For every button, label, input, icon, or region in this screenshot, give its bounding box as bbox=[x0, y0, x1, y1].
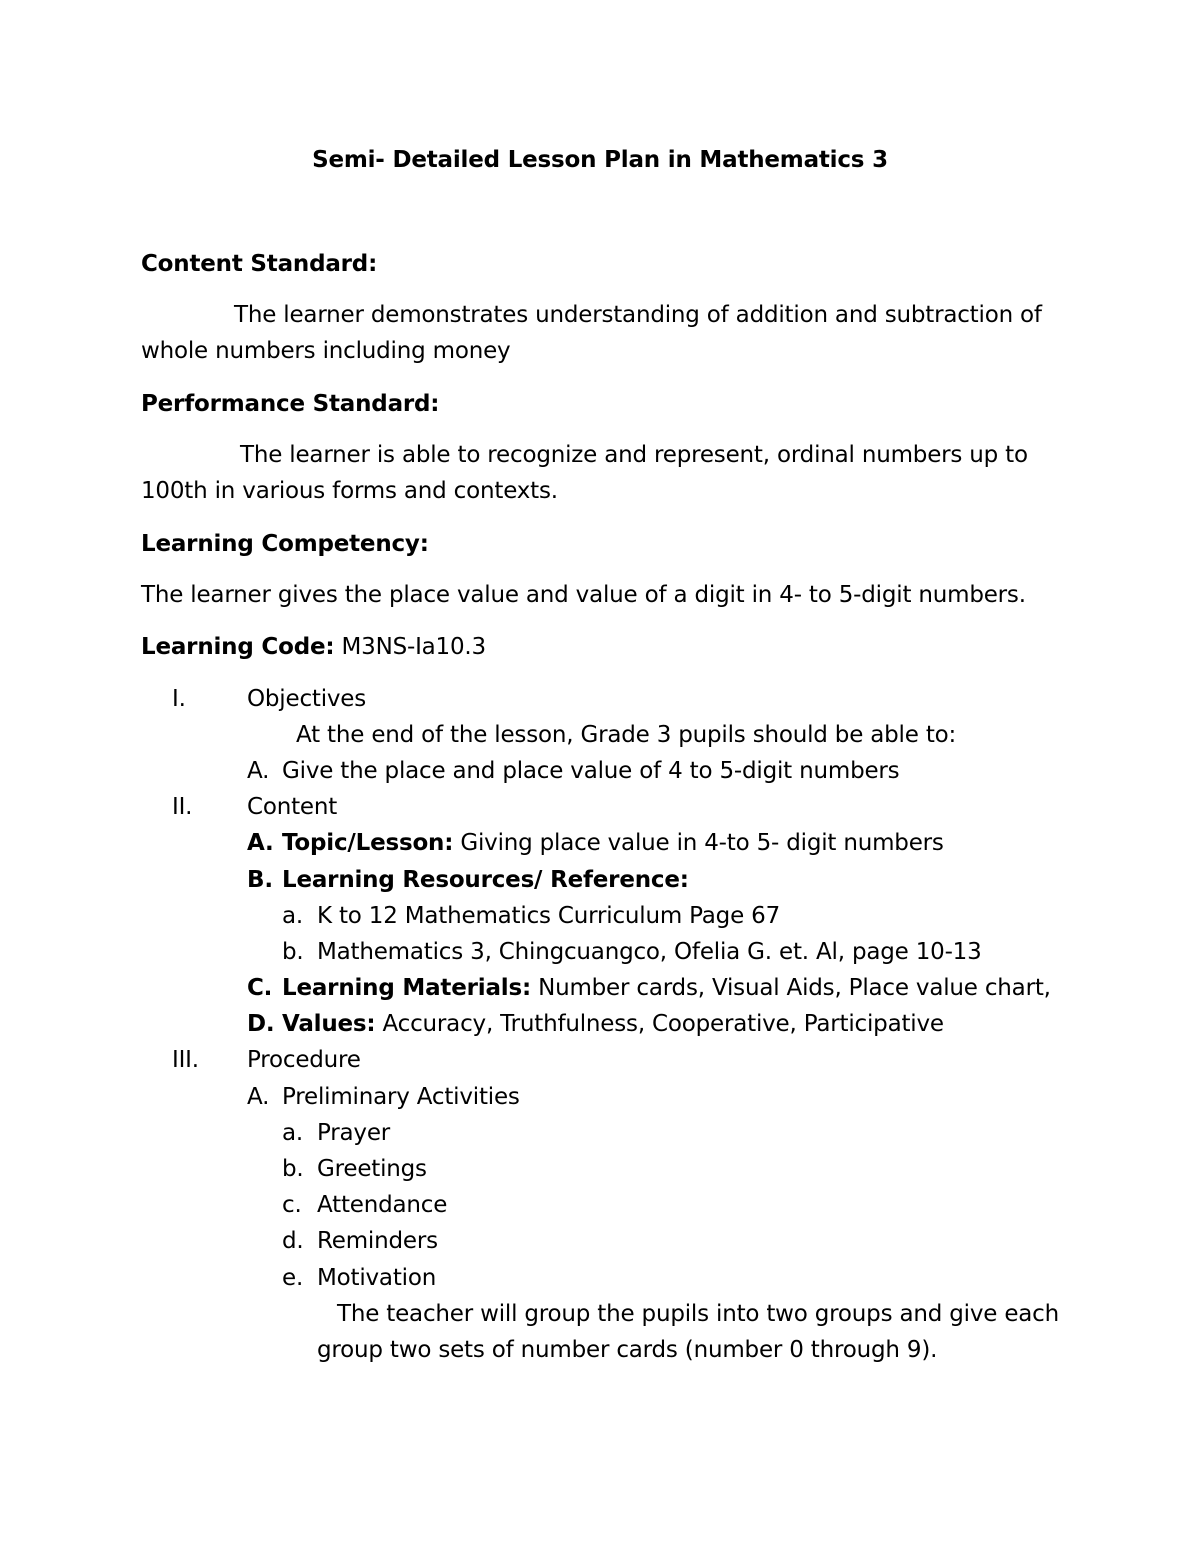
learning-materials-text: Number cards, Visual Aids, Place value chart, bbox=[530, 975, 1051, 1001]
resource-a: K to 12 Mathematics Curriculum Page 67 bbox=[317, 903, 781, 929]
list-item: Greetings bbox=[317, 1156, 427, 1182]
content-topic-lesson bbox=[282, 828, 944, 858]
learning-code-label: Learning Code: bbox=[141, 634, 335, 660]
content-learning-materials bbox=[282, 973, 1051, 1003]
content-b-marker: B. bbox=[247, 867, 273, 893]
objectives-item-a: Give the place and place value of 4 to 5-digit numbers bbox=[282, 758, 900, 784]
learning-materials-label: Learning Materials: bbox=[282, 975, 531, 1001]
learning-competency-text: The learner gives the place value and value of a digit in 4- to 5-digit numbers. bbox=[141, 582, 1026, 608]
resource-b-marker: b. bbox=[282, 939, 304, 965]
learning-code bbox=[141, 632, 486, 662]
values-text: Accuracy, Truthfulness, Cooperative, Participative bbox=[375, 1011, 944, 1037]
list-item: Prayer bbox=[317, 1120, 391, 1146]
values-label: Values: bbox=[282, 1011, 376, 1037]
content-numeral: II. bbox=[172, 794, 193, 820]
learning-competency-heading: Learning Competency: bbox=[141, 531, 429, 557]
preliminary-activities-title: Preliminary Activities bbox=[282, 1084, 520, 1110]
content-title: Content bbox=[247, 794, 338, 820]
topic-lesson-label: Topic/Lesson: bbox=[282, 830, 454, 856]
objectives-item-a-marker: A. bbox=[247, 758, 270, 784]
list-item: Attendance bbox=[317, 1192, 448, 1218]
motivation-text-line1: The teacher will group the pupils into two groups and give each bbox=[337, 1301, 1059, 1327]
content-c-marker: C. bbox=[247, 975, 273, 1001]
performance-standard-text-line2: 100th in various forms and contexts. bbox=[141, 478, 558, 504]
procedure-a-marker: A. bbox=[247, 1084, 270, 1110]
resource-b: Mathematics 3, Chingcuangco, Ofelia G. et. Al, page 10-13 bbox=[317, 939, 982, 965]
topic-lesson-text: Giving place value in 4-to 5- digit numbers bbox=[453, 830, 944, 856]
procedure-numeral: III. bbox=[172, 1047, 199, 1073]
performance-standard-heading: Performance Standard: bbox=[141, 391, 440, 417]
list-item: Motivation bbox=[317, 1265, 437, 1291]
document-title: Semi- Detailed Lesson Plan in Mathematics 3 bbox=[312, 147, 888, 173]
objectives-numeral: I. bbox=[172, 686, 186, 712]
content-a-marker: A. bbox=[247, 830, 274, 856]
content-d-marker: D. bbox=[247, 1011, 275, 1037]
objectives-intro: At the end of the lesson, Grade 3 pupils should be able to: bbox=[296, 722, 957, 748]
learning-resources-label: Learning Resources/ Reference: bbox=[282, 867, 689, 893]
learning-code-value: M3NS-Ia10.3 bbox=[334, 634, 486, 660]
procedure-title: Procedure bbox=[247, 1047, 361, 1073]
objectives-title: Objectives bbox=[247, 686, 367, 712]
list-item-marker: b. bbox=[282, 1156, 304, 1182]
content-values bbox=[282, 1009, 944, 1039]
content-standard-heading: Content Standard: bbox=[141, 251, 378, 277]
list-item-marker: c. bbox=[282, 1192, 302, 1218]
content-standard-text-line2: whole numbers including money bbox=[141, 338, 511, 364]
performance-standard-text-line1: The learner is able to recognize and represent, ordinal numbers up to bbox=[240, 442, 1028, 468]
list-item: Reminders bbox=[317, 1228, 438, 1254]
motivation-text-line2: group two sets of number cards (number 0 through 9). bbox=[317, 1337, 938, 1363]
content-standard-text-line1: The learner demonstrates understanding of addition and subtraction of bbox=[234, 302, 1042, 328]
list-item-marker: d. bbox=[282, 1228, 304, 1254]
list-item-marker: a. bbox=[282, 1120, 304, 1146]
list-item-marker: e. bbox=[282, 1265, 304, 1291]
resource-a-marker: a. bbox=[282, 903, 304, 929]
